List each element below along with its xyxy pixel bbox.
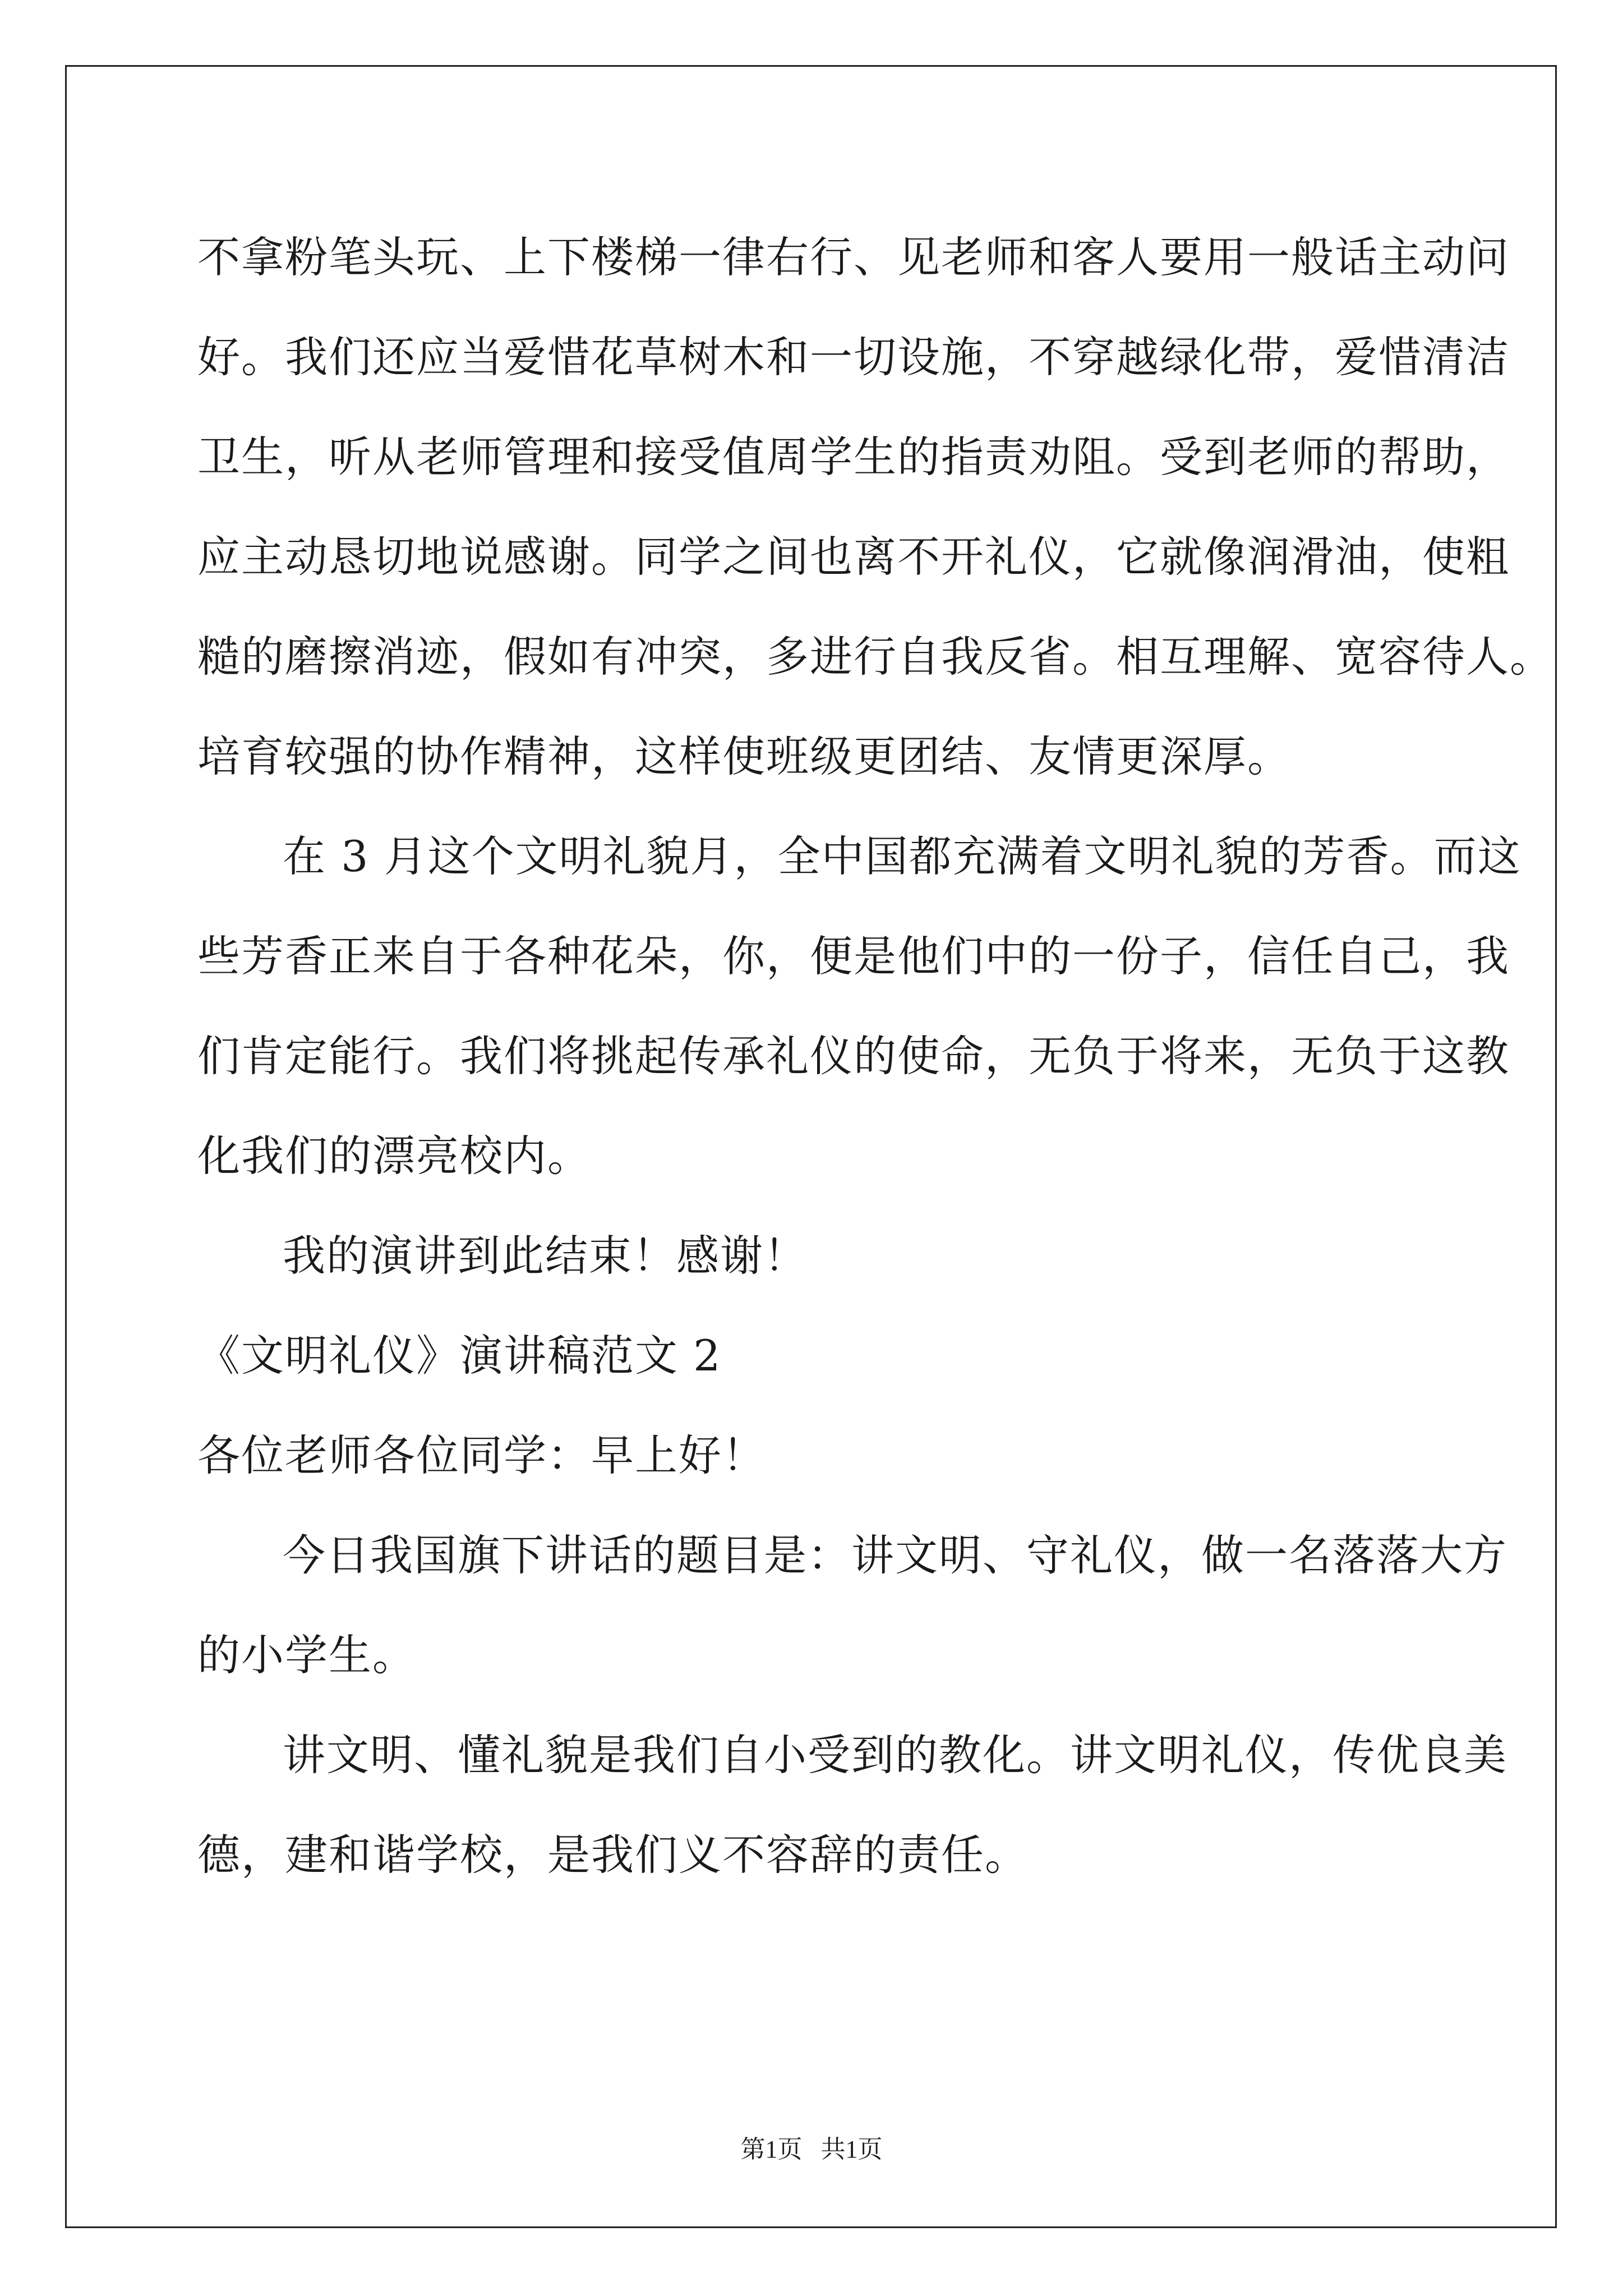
body-line: 糙的磨擦消迹，假如有冲突，多进行自我反省。相互理解、宽容待人。 — [197, 632, 1553, 682]
body-line: 德，建和谐学校，是我们义不容辞的责任。 — [197, 1830, 1029, 1880]
paragraph-start-line: 在 3 月这个文明礼貌月，全中国都充满着文明礼貌的芳香。而这 — [283, 831, 1521, 881]
body-line: 不拿粉笔头玩、上下楼梯一律右行、见老师和客人要用一般话主动问 — [197, 232, 1510, 282]
greeting-line: 各位老师各位同学：早上好！ — [197, 1430, 766, 1480]
body-line: 培育较强的协作精神，这样使班级更团结、友情更深厚。 — [197, 731, 1291, 781]
body-line: 应主动恳切地说感谢。同学之间也离不开礼仪，它就像润滑油，使粗 — [197, 532, 1510, 582]
body-line: 些芳香正来自于各种花朵，你，便是他们中的一份子，信任自己，我 — [197, 931, 1510, 981]
body-line: 化我们的漂亮校内。 — [197, 1131, 591, 1181]
document-body — [197, 208, 1553, 1905]
page-footer: 第1页 共1页 — [740, 2136, 883, 2163]
body-line: 好。我们还应当爱惜花草树木和一切设施，不穿越绿化带，爱惜清洁 — [197, 332, 1510, 382]
body-line: 们肯定能行。我们将挑起传承礼仪的使命，无负于将来，无负于这教 — [197, 1031, 1510, 1081]
paragraph-start-line: 讲文明、懂礼貌是我们自小受到的教化。讲文明礼仪，传优良美 — [283, 1730, 1507, 1780]
body-line: 卫生，听从老师管理和接受值周学生的指责劝阻。受到老师的帮助， — [197, 432, 1510, 482]
body-line: 的小学生。 — [197, 1630, 416, 1680]
section-title: 《文明礼仪》演讲稿范文 2 — [197, 1331, 722, 1381]
closing-line: 我的演讲到此结束！感谢！ — [283, 1231, 808, 1281]
paragraph-start-line: 今日我国旗下讲话的题目是：讲文明、守礼仪，做一名落落大方 — [283, 1530, 1507, 1580]
